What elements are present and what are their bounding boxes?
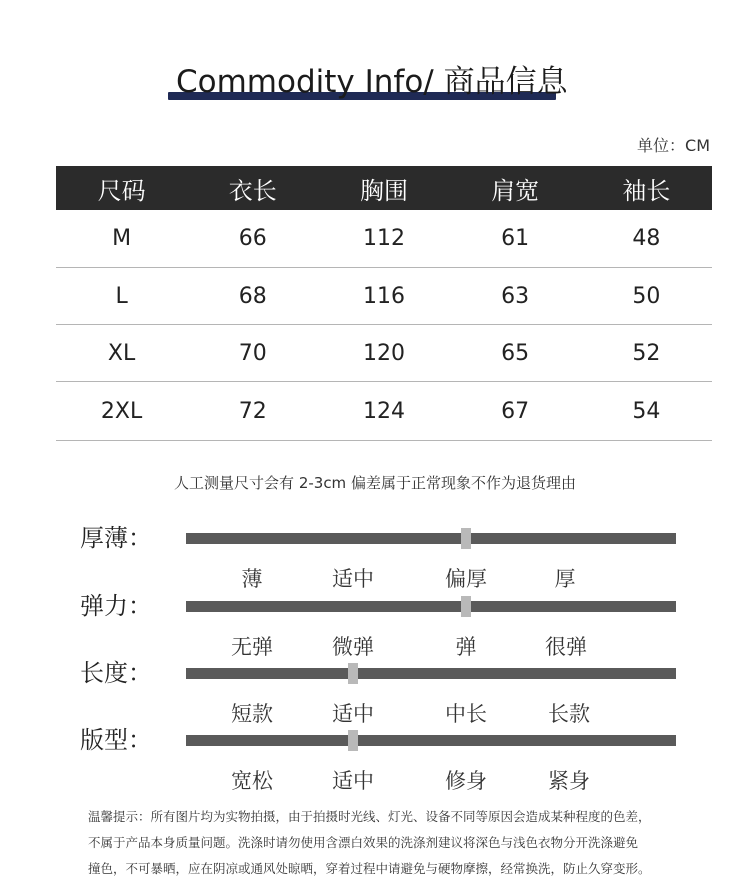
attribute-option: 很弹 — [545, 635, 587, 659]
size-cell: XL — [56, 325, 187, 382]
tips-line: 撞色，不可暴晒，应在阴凉或通风处晾晒，穿着过程中请避免与硬物摩擦，经常换洗，防止久穿变形。 — [88, 861, 651, 876]
attribute-option: 适中 — [332, 567, 374, 591]
title-block — [168, 62, 568, 102]
attribute-elasticity — [0, 591, 750, 659]
attribute-option: 短款 — [231, 702, 273, 726]
attribute-option: 弹 — [455, 635, 477, 659]
attribute-option: 修身 — [445, 769, 487, 793]
attribute-label: 版型： — [80, 726, 152, 754]
chest-cell: 116 — [318, 268, 449, 325]
attribute-option: 紧身 — [548, 769, 590, 793]
table-row — [56, 382, 712, 441]
attribute-option: 宽松 — [231, 769, 273, 793]
table-row — [56, 325, 712, 382]
column-header: 尺码 — [56, 166, 187, 210]
attribute-option: 微弹 — [332, 635, 374, 659]
attribute-option: 偏厚 — [445, 567, 487, 591]
measurement-note: 人工测量尺寸会有 2-3cm 偏差属于正常现象不作为退货理由 — [174, 474, 576, 492]
page-title: Commodity Info/ 商品信息 — [176, 64, 568, 100]
attribute-label: 弹力： — [80, 592, 152, 620]
shoulder-cell: 63 — [450, 268, 581, 325]
length-cell: 70 — [187, 325, 318, 382]
unit-label: 单位：CM — [637, 136, 710, 155]
shoulder-cell: 61 — [450, 210, 581, 268]
attribute-thickness — [0, 523, 750, 591]
attribute-option: 适中 — [332, 769, 374, 793]
attribute-option: 薄 — [241, 567, 263, 591]
attribute-length — [0, 658, 750, 726]
table-row — [56, 268, 712, 325]
attribute-label: 长度： — [80, 659, 152, 687]
chest-cell: 124 — [318, 382, 449, 441]
sleeve-cell: 48 — [581, 210, 712, 268]
size-cell: M — [56, 210, 187, 268]
care-tips — [88, 804, 688, 882]
size-cell: L — [56, 268, 187, 325]
attribute-option: 中长 — [445, 702, 487, 726]
length-cell: 66 — [187, 210, 318, 268]
column-header: 肩宽 — [450, 166, 581, 210]
attribute-option: 无弹 — [231, 635, 273, 659]
sleeve-cell: 52 — [581, 325, 712, 382]
attribute-scale-track — [186, 735, 676, 746]
attribute-fit — [0, 725, 750, 793]
length-cell: 72 — [187, 382, 318, 441]
sleeve-cell: 50 — [581, 268, 712, 325]
column-header: 胸围 — [318, 166, 449, 210]
sleeve-cell: 54 — [581, 382, 712, 441]
size-table-header — [56, 166, 712, 210]
tips-line: 不属于产品本身质量问题。洗涤时请勿使用含漂白效果的洗涤剂建议将深色与浅色衣物分开洗涤避免 — [88, 835, 639, 850]
chest-cell: 120 — [318, 325, 449, 382]
chest-cell: 112 — [318, 210, 449, 268]
size-cell: 2XL — [56, 382, 187, 441]
attribute-marker — [348, 730, 358, 751]
attribute-option: 长款 — [548, 702, 590, 726]
attribute-scale-track — [186, 601, 676, 612]
attribute-option: 厚 — [554, 567, 576, 591]
shoulder-cell: 65 — [450, 325, 581, 382]
attribute-marker — [348, 663, 358, 684]
size-table — [56, 166, 712, 441]
attribute-option: 适中 — [332, 702, 374, 726]
attribute-label: 厚薄： — [80, 524, 152, 552]
attribute-scale-track — [186, 668, 676, 679]
table-row — [56, 210, 712, 268]
column-header: 袖长 — [581, 166, 712, 210]
attribute-marker — [461, 596, 471, 617]
length-cell: 68 — [187, 268, 318, 325]
tips-line: 温馨提示：所有图片均为实物拍摄，由于拍摄时光线、灯光、设备不同等原因会造成某种程度的色差， — [88, 809, 651, 824]
column-header: 衣长 — [187, 166, 318, 210]
shoulder-cell: 67 — [450, 382, 581, 441]
attribute-marker — [461, 528, 471, 549]
attribute-scale-track — [186, 533, 676, 544]
